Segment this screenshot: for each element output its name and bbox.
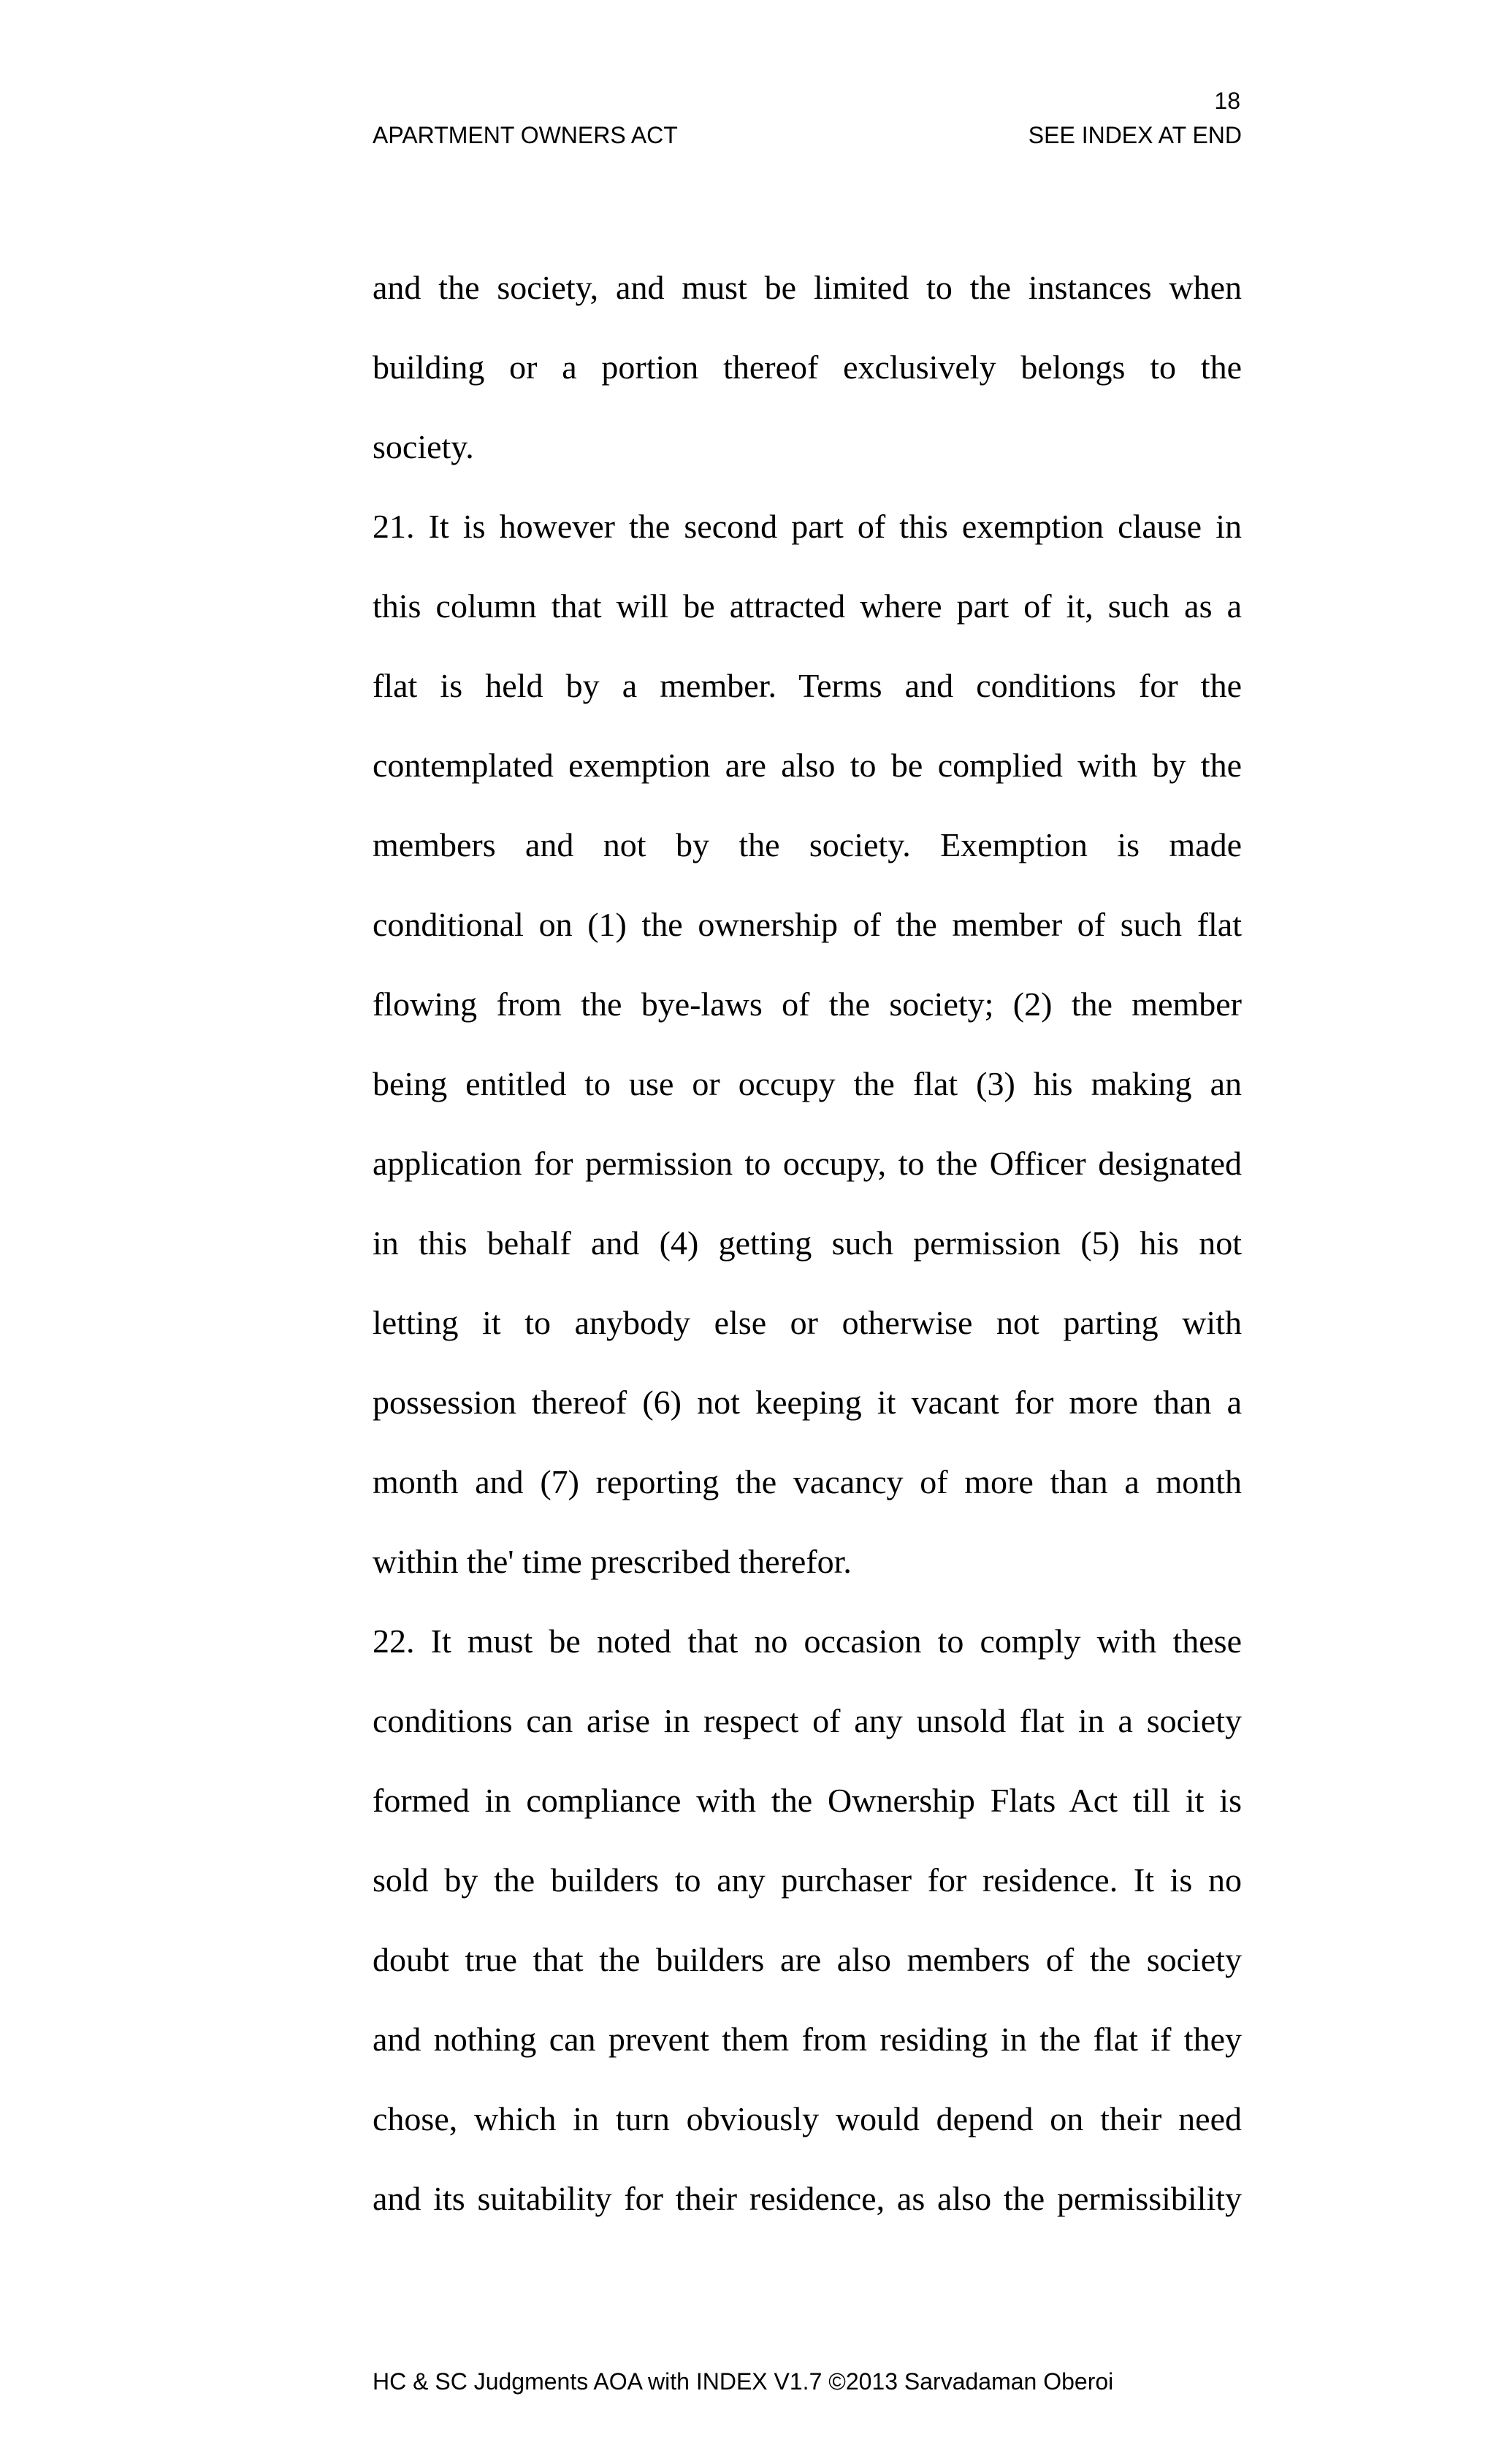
page-footer: HC & SC Judgments AOA with INDEX V1.7 ©2013 Sarvadaman Oberoi [373, 2368, 1114, 2395]
text-line: chose, which in turn obviously would depend on their need [373, 2100, 1242, 2137]
text-line: this column that will be attracted where part of it, such as a [373, 587, 1242, 625]
text-line: within the' time prescribed therefor. [373, 1543, 852, 1580]
text-line: building or a portion thereof exclusively belongs to the [373, 348, 1242, 386]
text-line: conditional on (1) the ownership of the member of such flat [373, 906, 1242, 943]
text-line: and the society, and must be limited to the instances when [373, 269, 1242, 306]
text-line: letting it to anybody else or otherwise not parting with [373, 1304, 1242, 1341]
text-line: possession thereof (6) not keeping it vacant for more than a [373, 1384, 1242, 1421]
text-line: in this behalf and (4) getting such permission (5) his not [373, 1224, 1242, 1262]
text-line: contemplated exemption are also to be complied with by the [373, 747, 1242, 784]
page-number: 18 [1214, 88, 1240, 114]
text-line: flowing from the bye-laws of the society; (2) the member [373, 985, 1242, 1023]
text-line: 21. It is however the second part of this exemption clause in [373, 508, 1242, 545]
running-header [373, 121, 1242, 150]
text-line: and its suitability for their residence, as also the permissibility [373, 2180, 1242, 2217]
text-line: society. [373, 428, 474, 465]
text-line: 22. It must be noted that no occasion to comply with these [373, 1622, 1242, 1660]
text-line: conditions can arise in respect of any unsold flat in a society [373, 1702, 1242, 1739]
text-line: being entitled to use or occupy the flat (3) his making an [373, 1065, 1242, 1102]
text-line: members and not by the society. Exemption is made [373, 826, 1242, 863]
text-line: application for permission to occupy, to the Officer designated [373, 1145, 1242, 1182]
text-line: sold by the builders to any purchaser for residence. It is no [373, 1861, 1242, 1899]
text-line: flat is held by a member. Terms and conditions for the [373, 667, 1242, 704]
text-line: and nothing can prevent them from residing in the flat if they [373, 2021, 1242, 2058]
header-index-note: SEE INDEX AT END [1028, 122, 1242, 148]
text-line: formed in compliance with the Ownership Flats Act till it is [373, 1782, 1242, 1819]
text-line: month and (7) reporting the vacancy of more than a month [373, 1463, 1242, 1500]
text-line: doubt true that the builders are also members of the society [373, 1941, 1242, 1978]
header-title: APARTMENT OWNERS ACT [373, 122, 678, 148]
